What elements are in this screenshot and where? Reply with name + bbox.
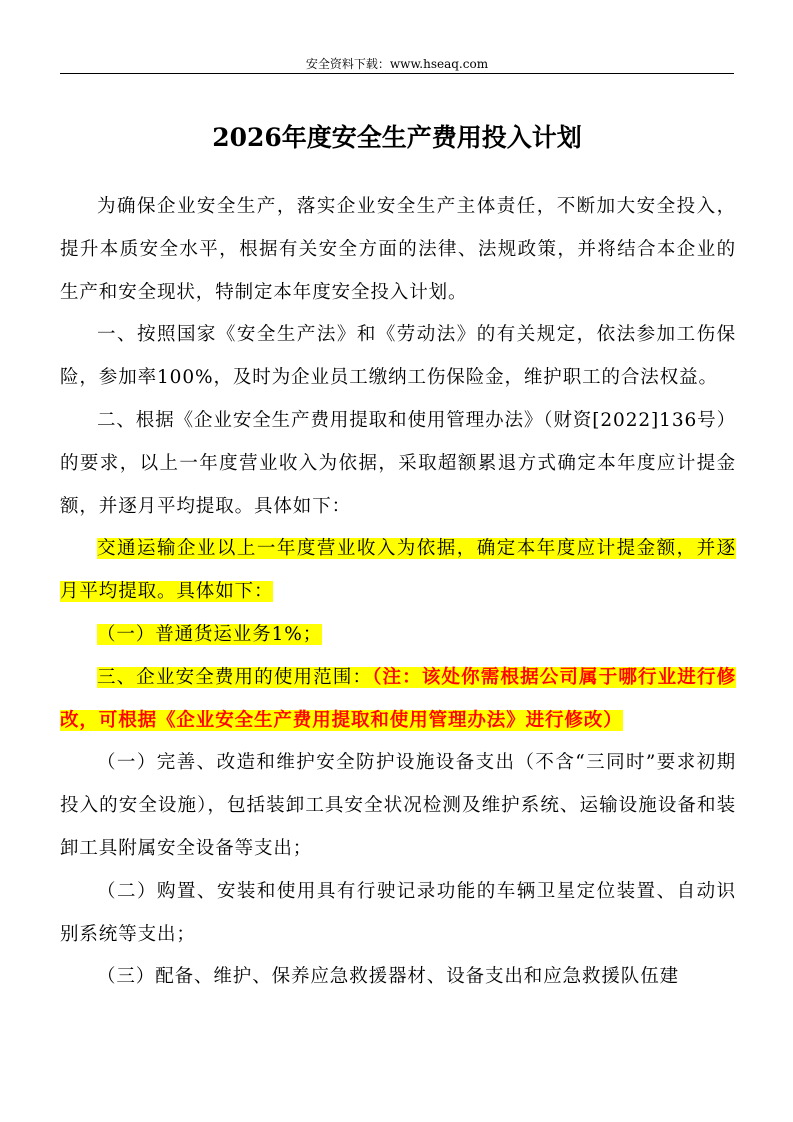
freight-text: （一）普通货运业务1%； bbox=[97, 623, 323, 645]
item-2-paragraph: 二、根据《企业安全生产费用提取和使用管理办法》（财资[2022]136号）的要求，以上一年度营业收入为依据，采取超额累退方式确定本年度应计提金额，并逐月平均提取。具体如下： bbox=[60, 409, 736, 517]
use-2-paragraph: （二）购置、安装和使用具有行驶记录功能的车辆卫星定位装置、自动识别系统等支出； bbox=[60, 880, 736, 945]
document-title: 2026年度安全生产费用投入计划 bbox=[212, 123, 582, 152]
freight-paragraph bbox=[60, 614, 736, 657]
item-1-paragraph: 一、按照国家《安全生产法》和《劳动法》的有关规定，依法参加工伤保险，参加率100%，及时为企业员工缴纳工伤保险金，维护职工的合法权益。 bbox=[60, 324, 736, 389]
document-body bbox=[60, 186, 736, 999]
item-3-label: 三、企业安全费用的使用范围： bbox=[97, 666, 373, 688]
header-divider bbox=[60, 73, 734, 74]
use-1-paragraph: （一）完善、改造和维护安全防护设施设备支出（不含“三同时”要求初期投入的安全设施），包括装卸工具安全状况检测及维护系统、运输设施设备和装卸工具附属安全设备等支出； bbox=[60, 752, 736, 859]
item-3-paragraph bbox=[60, 657, 736, 743]
use-3-paragraph: （三）配备、维护、保养应急救援器材、设备支出和应急救援队伍建 bbox=[97, 966, 680, 988]
transport-text: 交通运输企业以上一年度营业收入为依据，确定本年度应计提金额，并逐月平均提取。具体如下： bbox=[60, 538, 736, 603]
intro-paragraph: 为确保企业安全生产，落实企业安全生产主体责任，不断加大安全投入，提升本质安全水平，根据有关安全方面的法律、法规政策，并将结合本企业的生产和安全现状，特制定本年度安全投入计划。 bbox=[60, 196, 736, 303]
item-3-note: （注：该处你需根据公司属于哪行业进行修改，可根据《企业安全生产费用提取和使用管理办法》进行修改） bbox=[60, 666, 736, 731]
page-header: 安全资料下载：www.hseaq.com bbox=[305, 57, 489, 71]
transport-paragraph bbox=[60, 528, 736, 614]
